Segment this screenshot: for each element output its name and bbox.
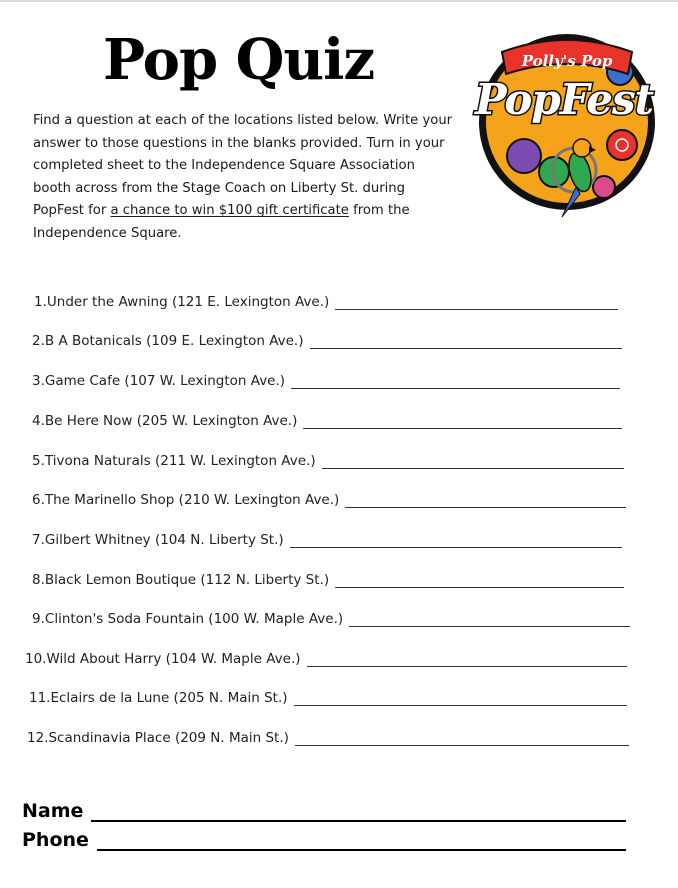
answer-blank[interactable] bbox=[345, 493, 626, 508]
instructions-text: Find a question at each of the locations listed below. Write your answer to those questions in the blanks provided. Turn in your completed sheet to the Independence Square Association booth across from the Stage Coach on Liberty St. during PopFest for bbox=[33, 113, 453, 219]
item-location: Wild About Harry (104 W. Maple Ave.) bbox=[46, 651, 301, 667]
item-number: 5. bbox=[32, 453, 45, 469]
item-number: 11. bbox=[29, 690, 51, 706]
item-number: 4. bbox=[32, 413, 45, 429]
phone-field-row bbox=[22, 825, 626, 851]
item-location: The Marinello Shop (210 W. Lexington Ave.) bbox=[44, 492, 340, 508]
item-location: Be Here Now (205 W. Lexington Ave.) bbox=[44, 413, 298, 429]
item-location: Eclairs de la Lune (205 N. Main St.) bbox=[50, 690, 288, 706]
item-number: 3. bbox=[32, 373, 45, 389]
answer-blank[interactable] bbox=[335, 295, 618, 310]
quiz-item bbox=[32, 488, 626, 508]
item-number: 10. bbox=[25, 651, 47, 667]
answer-blank[interactable] bbox=[290, 533, 622, 548]
quiz-item bbox=[25, 647, 627, 667]
item-location: Gilbert Whitney (104 N. Liberty St.) bbox=[44, 532, 284, 548]
phone-blank[interactable] bbox=[97, 831, 626, 851]
answer-blank[interactable] bbox=[291, 374, 620, 389]
answer-blank[interactable] bbox=[335, 573, 624, 588]
quiz-item bbox=[32, 409, 622, 429]
quiz-item bbox=[32, 369, 620, 389]
quiz-item bbox=[32, 607, 630, 627]
name-blank[interactable] bbox=[91, 802, 626, 822]
quiz-item bbox=[32, 568, 624, 588]
name-field-row bbox=[22, 796, 626, 822]
page-title: Pop Quiz bbox=[103, 27, 375, 93]
answer-blank[interactable] bbox=[310, 334, 623, 349]
phone-label: Phone bbox=[22, 829, 89, 851]
instructions-end-text: from the Independence Square. bbox=[33, 203, 410, 241]
logo-top-text: Polly's Pop bbox=[521, 52, 613, 70]
answer-blank[interactable] bbox=[294, 691, 627, 706]
answer-blank[interactable] bbox=[303, 414, 622, 429]
quiz-item bbox=[29, 686, 627, 706]
item-location: Black Lemon Boutique (112 N. Liberty St.) bbox=[44, 572, 330, 588]
item-number: 8. bbox=[32, 572, 45, 588]
item-number: 6. bbox=[32, 492, 45, 508]
answer-blank[interactable] bbox=[307, 652, 627, 667]
item-location: Tivona Naturals (211 W. Lexington Ave.) bbox=[44, 453, 316, 469]
quiz-item bbox=[32, 329, 622, 349]
item-location: B A Botanicals (109 E. Lexington Ave.) bbox=[44, 333, 304, 349]
quiz-item bbox=[34, 290, 618, 310]
item-number: 2. bbox=[32, 333, 45, 349]
item-location: Scandinavia Place (209 N. Main St.) bbox=[48, 730, 289, 746]
item-location: Clinton's Soda Fountain (100 W. Maple Ave.) bbox=[44, 611, 344, 627]
item-location: Game Cafe (107 W. Lexington Ave.) bbox=[44, 373, 286, 389]
answer-blank[interactable] bbox=[295, 731, 629, 746]
quiz-item bbox=[32, 528, 622, 548]
quiz-item bbox=[32, 449, 624, 469]
item-number: 7. bbox=[32, 532, 45, 548]
item-number: 9. bbox=[32, 611, 45, 627]
item-number: 12. bbox=[27, 730, 49, 746]
item-location: Under the Awning (121 E. Lexington Ave.) bbox=[46, 294, 330, 310]
logo-main-text: PopFest bbox=[474, 75, 654, 124]
prize-text: a chance to win $100 gift certificate bbox=[110, 203, 349, 219]
answer-blank[interactable] bbox=[322, 454, 624, 469]
item-number: 1. bbox=[34, 294, 47, 310]
quiz-item bbox=[27, 726, 629, 746]
answer-blank[interactable] bbox=[349, 612, 630, 627]
name-label: Name bbox=[22, 800, 84, 822]
